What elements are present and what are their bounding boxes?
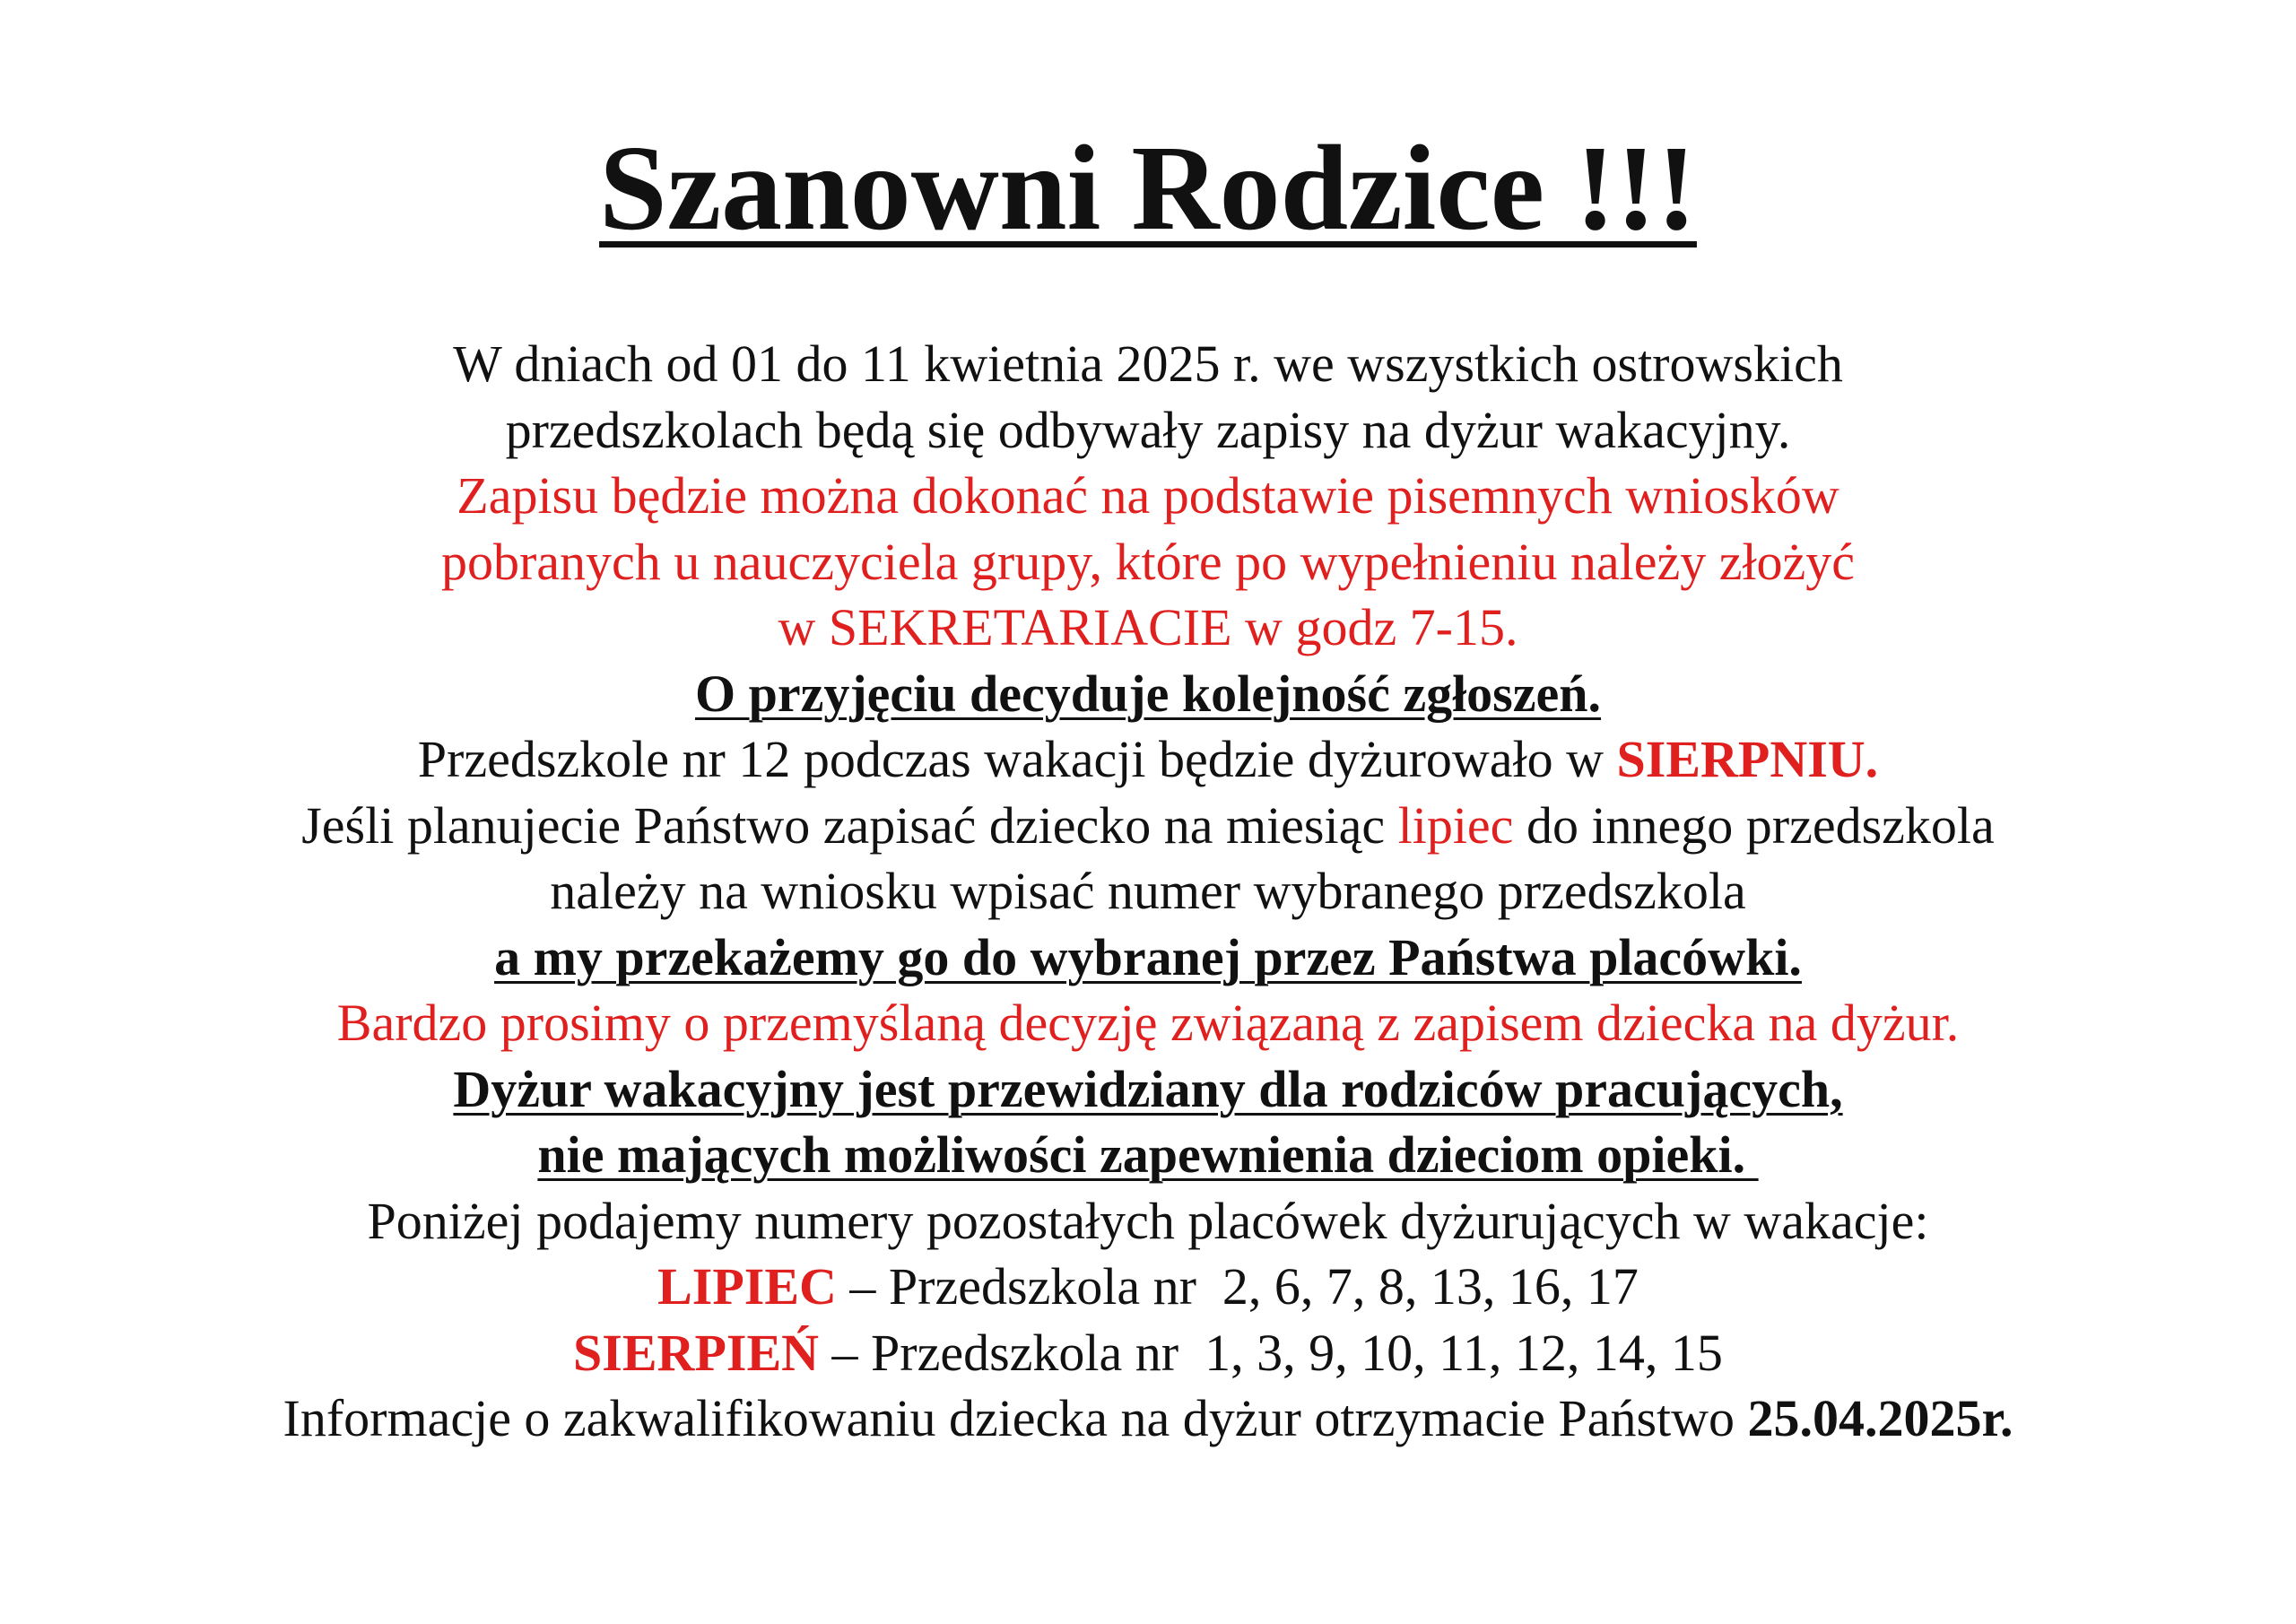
july-enrollment-suffix: do innego przedszkola (1513, 795, 1995, 855)
transfer-note: a my przekażemy go do wybranej przez Państwa placówki. (494, 927, 1802, 986)
august-schedule-list: – Przedszkola nr 1, 3, 9, 10, 11, 12, 14, 15 (819, 1323, 1723, 1382)
july-label: LIPIEC (657, 1257, 837, 1316)
august-schedule-line (0, 1320, 2296, 1386)
july-enrollment-prefix: Jeśli planujecie Państwo zapisać dziecko na miesiąc (301, 795, 1398, 855)
application-info-line-1: Zapisu będzie można dokonać na podstawie pisemnych wniosków (457, 466, 1839, 525)
decision-request-line: Bardzo prosimy o przemyślaną decyzję związaną z zapisem dziecka na dyżur. (336, 994, 1960, 1052)
enrollment-dates-line-2: przedszkolach będą się odbywały zapisy na dyżur wakacyjny. (505, 400, 1791, 459)
intended-for-line-1 (0, 1056, 2296, 1123)
july-schedule-list: – Przedszkola nr 2, 6, 7, 8, 13, 16, 17 (836, 1257, 1639, 1316)
result-info-prefix: Informacje o zakwalifikowaniu dziecka na dyżur otrzymacie Państwo (283, 1389, 1748, 1447)
result-date: 25.04.2025r. (1747, 1389, 2013, 1447)
transfer-note-line (0, 925, 2296, 991)
application-info-line-2: pobranych u nauczyciela grupy, które po wypełnieniu należy złożyć (440, 532, 1856, 591)
august-label: SIERPIEŃ (573, 1323, 820, 1382)
duty-month-value: SIERPNIU. (1616, 730, 1879, 788)
order-note: O przyjęciu decyduje kolejność zgłoszeń. (694, 664, 1601, 723)
form-note-line: należy na wniosku wpisać numer wybranego przedszkola (550, 862, 1746, 920)
intended-for-line-2 (0, 1122, 2296, 1188)
july-enrollment-line (0, 793, 2296, 859)
list-intro-line: Poniżej podajemy numery pozostałych placówek dyżurujących w wakacje: (367, 1191, 1929, 1250)
enrollment-dates-line-1: W dniach od 01 do 11 kwietnia 2025 r. we wszystkich ostrowskich (453, 334, 1843, 393)
application-info-line-3: w SEKRETARIACIE w godz 7-15. (778, 598, 1518, 656)
notice-body (0, 331, 2296, 1452)
duty-month-line (0, 726, 2296, 793)
order-note-line (0, 661, 2296, 727)
result-info-line (0, 1385, 2296, 1452)
duty-month-prefix: Przedszkole nr 12 podczas wakacji będzie dyżurowało w (417, 730, 1617, 788)
july-schedule-line (0, 1254, 2296, 1320)
intended-for-text-2: nie mających możliwości zapewnienia dzieciom opieki. (537, 1125, 1759, 1184)
july-word: lipiec (1397, 795, 1514, 855)
page-title: Szanowni Rodzice !!! (599, 121, 1697, 256)
intended-for-text-1: Dyżur wakacyjny jest przewidziany dla rodziców pracujących, (453, 1059, 1843, 1118)
